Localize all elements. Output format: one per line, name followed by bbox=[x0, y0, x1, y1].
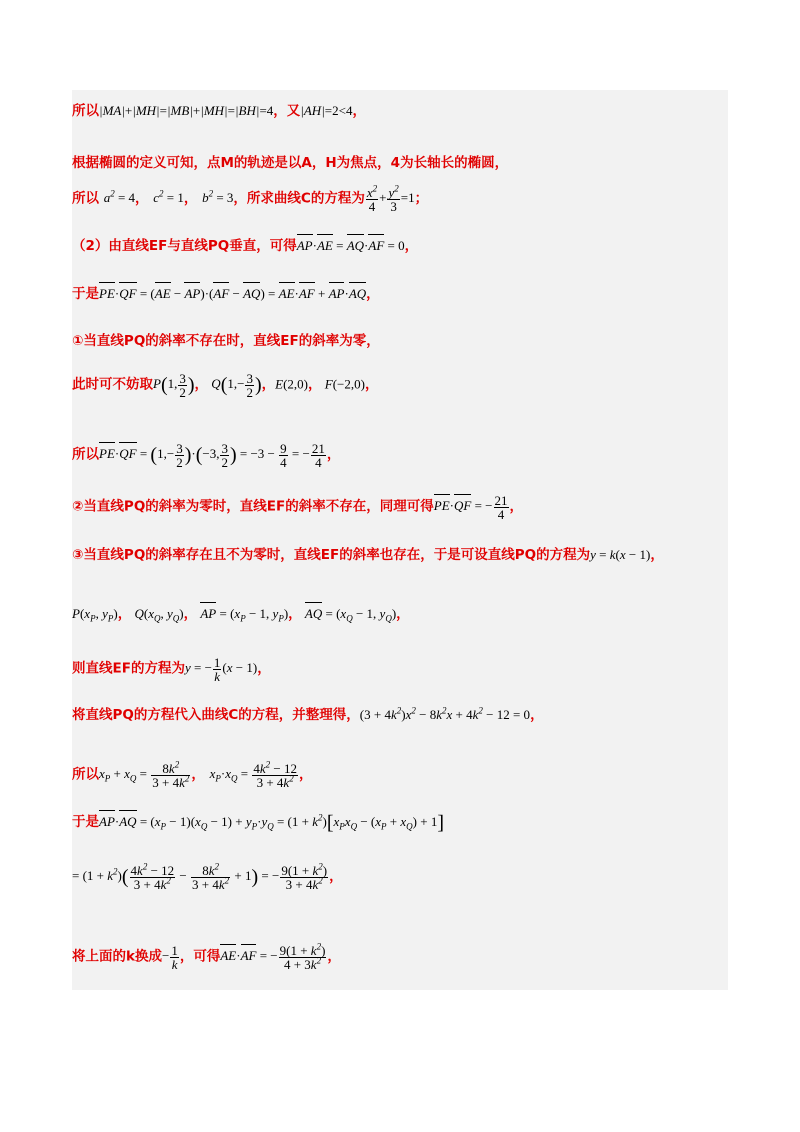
line-7: 此时可不妨取P(1, $\frac{3}{2}$ )， Q(1,− $\frac{3}{2}$ )，E(2,0)， F(−2,0)， bbox=[72, 371, 379, 400]
line-2: 根据椭圆的定义可知，点M的轨迹是以A，H为焦点，4为长轴长的椭圆， bbox=[72, 155, 509, 171]
solution-panel bbox=[72, 90, 728, 990]
line-11: $P(x_P$, $y_P$)， $Q(x_Q$, $y_Q$)， AP = ($x_P - 1$, $y_P$)， AQ = ($x_Q - 1$, $y_Q$)， bbox=[72, 602, 410, 623]
line-4: （2）由直线EF与直线PQ垂直，可得AP·AE = AQ·AF = 0， bbox=[72, 234, 418, 255]
line-15: 于是$AP\cdot AQ = (x_P - 1)(x_Q - 1) + y_P\cdot y_Q = (1 + k^2)[x_Px_Q - (x_P + x_Q) + 1]$ bbox=[72, 810, 444, 832]
line-17: 将上面的k换成− $\frac{1}{k}$ ，可得AE·AF = − $\frac{9(1 + k^2)}{4 + 3k^2}$ ， bbox=[72, 941, 341, 972]
line-13: 将直线PQ的方程代入曲线C的方程，并整理得，$(3 + 4k^2)x^2 - 8k^2x + 4k^2 - 12 = 0$， bbox=[72, 705, 544, 723]
line-10: ③当直线PQ的斜率存在且不为零时，直线EF的斜率也存在，于是可设直线PQ的方程为y = k(x − 1)， bbox=[72, 547, 664, 563]
line-6: ①当直线PQ的斜率不存在时，直线EF的斜率为零， bbox=[72, 333, 380, 349]
line-14: 所以$x_P + x_Q$ = $\frac{8k^2}{3 + 4k^2}$ ， $x_P\cdot x_Q$ = $\frac{4k^2 - 12}{3 + 4k^2}$ ， bbox=[72, 759, 313, 790]
line-12: 则直线EF的方程为y = − $\frac{1}{k}$ (x − 1)， bbox=[72, 655, 271, 684]
line-16: = $(1 + k^2)$( $\frac{4k^2 - 12}{3 + 4k^2}$ − $\frac{8k^2}{3 + 4k^2}$ + 1) = − $\frac{9(1 + k^2)}{3 + 4k^2}$ ， bbox=[72, 861, 343, 892]
line-5: 于是PE·QF = (AE − AP)·(AF − AQ) = AE·AF + AP·AQ， bbox=[72, 282, 380, 303]
line-3: 所以 $a^2 = 4$， $c^2 = 1$， $b^2 = 3$，所求曲线C的方程为 $\frac{x^2}{4}$ + $\frac{y^2}{3}$ =1； bbox=[72, 183, 429, 214]
line-1-text: 所以 bbox=[72, 103, 99, 119]
line-1: 所以|MA|+|MH|=|MB|+|MH|=|BH|=4，又|AH|=2<4， bbox=[72, 103, 366, 119]
line-8: 所以PE·QF = (1,− $\frac{3}{2}$ )·(−3, $\frac{3}{2}$ ) = −3 − $\frac{9}{4}$ = − $\frac{21}{4}$ ， bbox=[72, 441, 341, 470]
line-9: ②当直线PQ的斜率为零时，直线EF的斜率不存在，同理可得PE·QF = − $\frac{21}{4}$ ， bbox=[72, 493, 523, 522]
